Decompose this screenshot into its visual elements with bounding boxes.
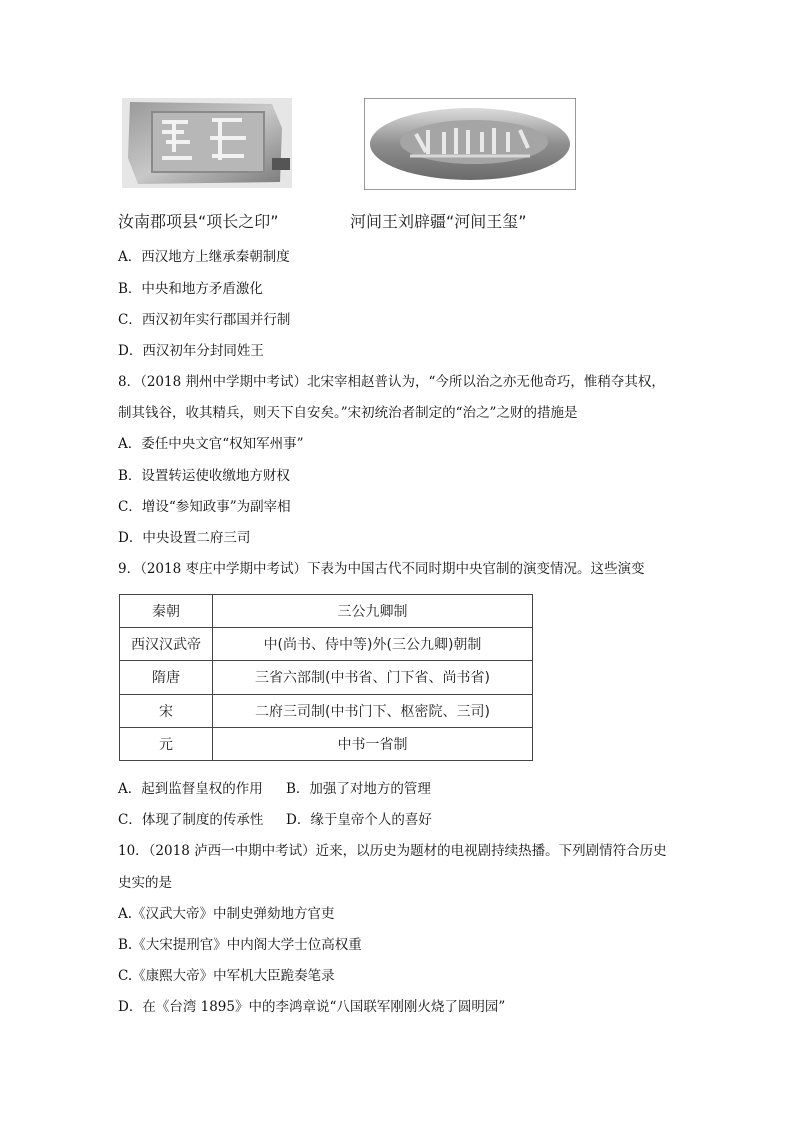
- q9-stem: 9．（2018 枣庄中学期中考试）下表为中国古代不同时期中央官制的演变情况。这些演变: [118, 561, 645, 577]
- table-cell-system: 二府三司制(中书门下、枢密院、三司): [213, 694, 533, 727]
- table-cell-era: 元: [120, 727, 213, 760]
- q10-option-a: A.《汉武大帝》中制史弹劾地方官吏: [118, 906, 335, 922]
- q8-option-a: A．委任中央文官“权知军州事”: [118, 436, 304, 452]
- q7-option-b: B．中央和地方矛盾激化: [118, 281, 263, 297]
- q10-option-d: D．在《台湾 1895》中的李鸿章说“八国联军刚刚火烧了圆明园”: [118, 999, 506, 1015]
- table-row: [120, 628, 533, 661]
- q9-option-d: D．缘于皇帝个人的喜好: [286, 812, 432, 828]
- seal-images: [118, 98, 588, 194]
- q10-stem-line2: 史实的是: [118, 875, 172, 891]
- q8-option-d: D．中央设置二府三司: [118, 530, 251, 546]
- hejianwang-seal-image: [364, 98, 576, 190]
- table-cell-system: 三公九卿制: [213, 595, 533, 628]
- q7-option-a: A．西汉地方上继承秦朝制度: [118, 249, 290, 265]
- q8-stem-line1: 8．（2018 荆州中学期中考试）北宋宰相赵普认为，“今所以治之亦无他奇巧，惟稍夺其权，: [118, 374, 665, 390]
- table-cell-system: 三省六部制(中书省、门下省、尚书省): [213, 661, 533, 694]
- table-row: [120, 595, 533, 628]
- seal-caption-right: 河间王刘辟疆“河间王玺”: [350, 212, 527, 231]
- q9-option-c: C．体现了制度的传承性: [118, 812, 264, 828]
- q8-stem-line2: 制其钱谷，收其精兵，则天下自安矣。”宋初统治者制定的“治之”之财的措施是: [118, 405, 578, 421]
- q10-option-b: B.《大宋提刑官》中内阁大学士位高权重: [118, 937, 362, 953]
- q9-options-row2: [118, 811, 432, 829]
- official-system-table-grid: [119, 594, 533, 761]
- table-row: [120, 727, 533, 760]
- q10-option-c: C.《康熙大帝》中军机大臣跪奏笔录: [118, 968, 335, 984]
- q9-option-a: A．起到监督皇权的作用: [118, 781, 263, 797]
- q7-option-d: D．西汉初年分封同姓王: [118, 343, 264, 359]
- table-cell-system: 中书一省制: [213, 727, 533, 760]
- table-cell-era: 秦朝: [120, 595, 213, 628]
- table-cell-era: 宋: [120, 694, 213, 727]
- xiangzhang-seal-image: [122, 98, 292, 188]
- q7-option-c: C．西汉初年实行郡国并行制: [118, 312, 291, 328]
- table-cell-era: 隋唐: [120, 661, 213, 694]
- q8-option-c: C．增设“参知政事”为副宰相: [118, 499, 291, 515]
- seal-caption-left: 汝南郡项县“项长之印”: [118, 212, 279, 231]
- q8-option-b: B．设置转运使收缴地方财权: [118, 468, 290, 484]
- table-row: [120, 661, 533, 694]
- table-cell-system: 中(尚书、侍中等)外(三公九卿)朝制: [213, 628, 533, 661]
- q9-option-b: B．加强了对地方的管理: [286, 781, 431, 797]
- q9-options-row1: [118, 780, 431, 798]
- table-cell-era: 西汉汉武帝: [120, 628, 213, 661]
- q10-stem-line1: 10．（2018 泸西一中期中考试）近来，以历史为题材的电视剧持续热播。下列剧情符合历史: [118, 843, 667, 859]
- table-row: [120, 694, 533, 727]
- official-system-table: [119, 594, 533, 761]
